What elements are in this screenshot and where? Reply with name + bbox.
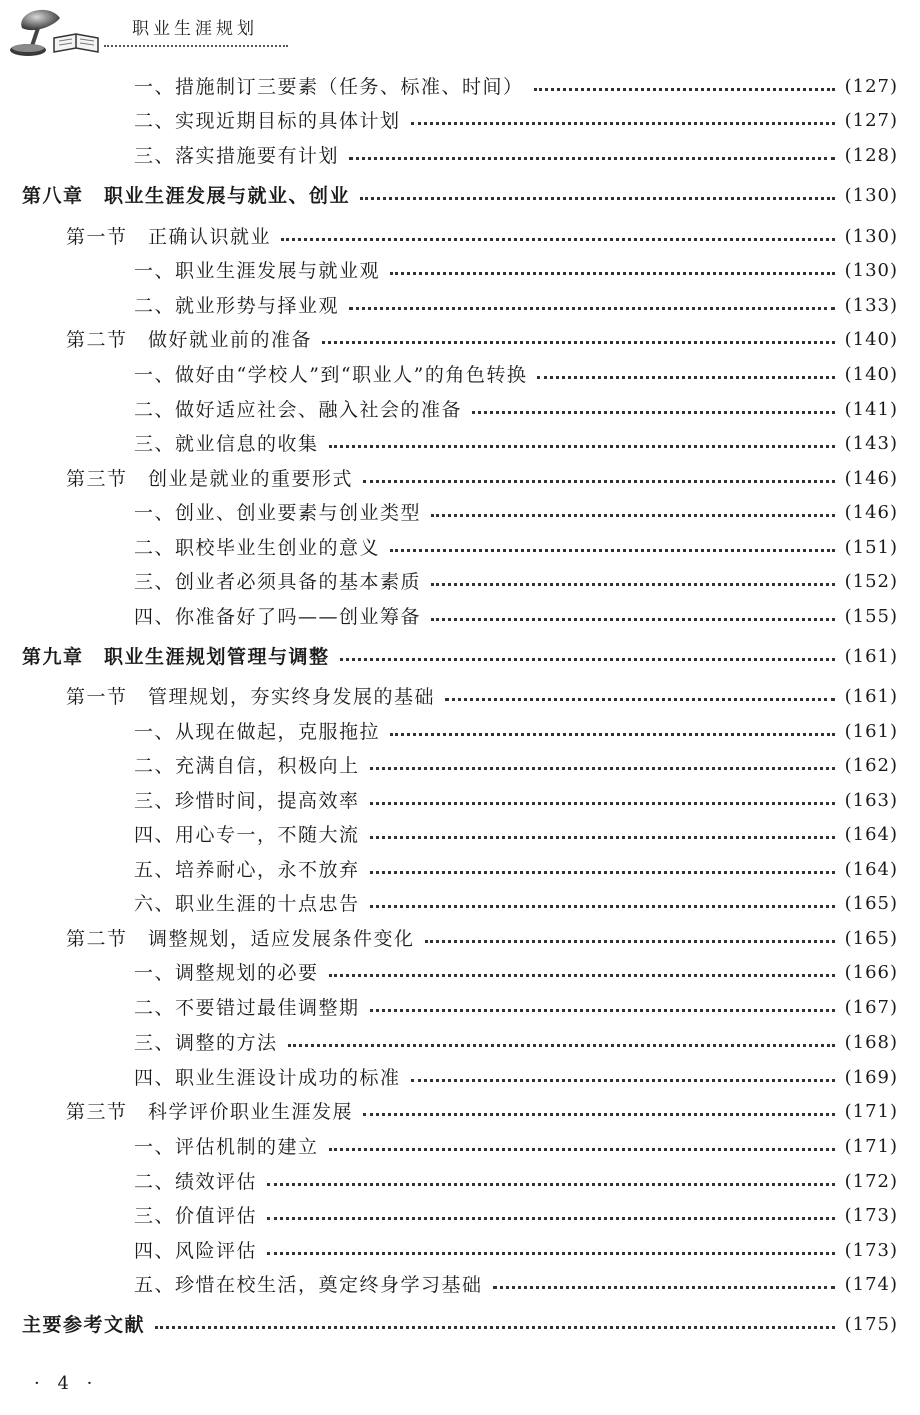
toc-entry-title: 六、职业生涯的十点忠告: [134, 893, 360, 915]
toc-entry-title: 四、用心专一，不随大流: [134, 824, 360, 846]
toc-entry-title: 一、从现在做起，克服拖拉: [134, 721, 381, 743]
toc-entry-section[interactable]: [66, 223, 898, 251]
toc-entry-item[interactable]: [134, 257, 898, 285]
toc-entry-page: (175): [844, 1314, 898, 1335]
toc-entry-item[interactable]: [134, 994, 898, 1022]
toc-entry-item[interactable]: [134, 1271, 898, 1299]
toc-entry-title: 二、充满自信，积极向上: [134, 755, 360, 777]
dot-leader: [329, 974, 835, 977]
toc-entry-item[interactable]: [134, 752, 898, 780]
dot-leader: [534, 88, 835, 91]
toc-entry-item[interactable]: [134, 1133, 898, 1161]
toc-entry-page: (171): [844, 1101, 898, 1122]
toc-entry-chapter[interactable]: [22, 643, 898, 671]
toc-entry-item[interactable]: [134, 430, 898, 458]
toc-entry-page: (165): [844, 893, 898, 914]
dot-leader: [322, 341, 835, 344]
toc-entry-title: 二、实现近期目标的具体计划: [134, 110, 401, 132]
dot-leader: [329, 445, 835, 448]
toc-entry-section[interactable]: [66, 326, 898, 354]
header-dotted-rule: [104, 45, 288, 47]
toc-entry-section[interactable]: [66, 925, 898, 953]
dot-leader: [349, 157, 835, 160]
dot-leader: [281, 238, 835, 241]
dot-leader: [155, 1326, 835, 1329]
toc-entry-title: 一、调整规划的必要: [134, 962, 319, 984]
toc-entry-page: (165): [844, 928, 898, 949]
toc-entry-item[interactable]: [134, 718, 898, 746]
desk-lamp-book-icon: [8, 4, 104, 58]
toc-entry-section[interactable]: [66, 683, 898, 711]
dot-leader: [370, 871, 835, 874]
toc-entry-title: 三、落实措施要有计划: [134, 145, 340, 167]
toc-entry-item[interactable]: [134, 1029, 898, 1057]
dot-leader: [431, 583, 835, 586]
dot-leader: [267, 1183, 835, 1186]
toc-entry-section[interactable]: [66, 465, 898, 493]
dot-leader: [267, 1252, 835, 1255]
toc-entry-page: (174): [844, 1274, 898, 1295]
toc-entry-title: 四、风险评估: [134, 1240, 258, 1262]
toc-entry-title: 二、就业形势与择业观: [134, 295, 340, 317]
toc-entry-title: 第一节 管理规划，夯实终身发展的基础: [66, 686, 436, 708]
toc-entry-section[interactable]: [66, 1098, 898, 1126]
toc-entry-title: 二、职校毕业生创业的意义: [134, 537, 381, 559]
toc-entry-item[interactable]: [134, 1168, 898, 1196]
dot-leader: [329, 1148, 835, 1151]
toc-entry-title: 第二节 调整规划，适应发展条件变化: [66, 928, 415, 950]
toc-entry-item[interactable]: [134, 361, 898, 389]
toc-entry-item[interactable]: [134, 499, 898, 527]
toc-entry-item[interactable]: [134, 821, 898, 849]
toc-entry-title: 二、做好适应社会、融入社会的准备: [134, 399, 463, 421]
toc-entry-item[interactable]: [134, 73, 898, 101]
dot-leader: [390, 272, 835, 275]
toc-entry-page: (140): [844, 364, 898, 385]
toc-entry-page: (127): [844, 110, 898, 131]
dot-leader: [370, 767, 835, 770]
toc-entry-page: (155): [844, 606, 898, 627]
toc-entry-chapter[interactable]: [22, 182, 898, 210]
dot-leader: [363, 480, 835, 483]
toc-entry-title: 一、评估机制的建立: [134, 1136, 319, 1158]
toc-entry-page: (146): [844, 502, 898, 523]
dot-leader: [390, 549, 835, 552]
toc-entry-title: 第九章 职业生涯规划管理与调整: [22, 646, 330, 668]
toc-entry-title: 一、职业生涯发展与就业观: [134, 260, 381, 282]
toc-entry-page: (171): [844, 1136, 898, 1157]
toc-entry-page: (161): [844, 686, 898, 707]
toc-entry-item[interactable]: [134, 959, 898, 987]
dot-leader: [267, 1217, 835, 1220]
toc-entry-item[interactable]: [134, 568, 898, 596]
dot-leader: [445, 698, 835, 701]
dot-leader: [370, 1009, 835, 1012]
toc-entry-title: 第二节 做好就业前的准备: [66, 329, 313, 351]
toc-entry-title: 第三节 创业是就业的重要形式: [66, 468, 354, 490]
toc-entry-page: (173): [844, 1205, 898, 1226]
toc-entry-page: (146): [844, 468, 898, 489]
dot-leader: [493, 1286, 835, 1289]
toc-entry-title: 三、珍惜时间，提高效率: [134, 790, 360, 812]
toc-entry-page: (161): [844, 721, 898, 742]
toc-entry-title: 四、职业生涯设计成功的标准: [134, 1067, 401, 1089]
toc-entry-page: (163): [844, 790, 898, 811]
toc-entry-title: 四、你准备好了吗——创业筹备: [134, 606, 422, 628]
dot-leader: [425, 940, 835, 943]
toc-entry-title: 主要参考文献: [22, 1314, 146, 1336]
toc-entry-page: (152): [844, 571, 898, 592]
toc-entry-page: (128): [844, 145, 898, 166]
toc-entry-title: 三、调整的方法: [134, 1032, 278, 1054]
toc-entry-page: (172): [844, 1171, 898, 1192]
toc-entry-title: 一、创业、创业要素与创业类型: [134, 502, 422, 524]
toc-entry-item[interactable]: [134, 292, 898, 320]
toc-entry-title: 第三节 科学评价职业生涯发展: [66, 1101, 354, 1123]
toc-entry-item[interactable]: [134, 787, 898, 815]
dot-leader: [411, 1079, 835, 1082]
toc-entry-page: (164): [844, 859, 898, 880]
toc-entry-title: 五、珍惜在校生活，奠定终身学习基础: [134, 1274, 483, 1296]
toc-entry-page: (164): [844, 824, 898, 845]
toc-entry-page: (130): [844, 260, 898, 281]
toc-entry-item[interactable]: [134, 1202, 898, 1230]
toc-entry-title: 二、绩效评估: [134, 1171, 258, 1193]
toc-entry-title: 第八章 职业生涯发展与就业、创业: [22, 185, 351, 207]
toc-entry-page: (169): [844, 1067, 898, 1088]
toc-entry-title: 三、就业信息的收集: [134, 433, 319, 455]
toc-entry-page: (143): [844, 433, 898, 454]
dot-leader: [370, 905, 835, 908]
toc-entry-page: (161): [844, 646, 898, 667]
toc-entry-title: 三、创业者必须具备的基本素质: [134, 571, 422, 593]
dot-leader: [537, 376, 834, 379]
toc-entry-page: (167): [844, 997, 898, 1018]
toc-entry-page: (130): [844, 185, 898, 206]
toc-entry-item[interactable]: [134, 856, 898, 884]
dot-leader: [431, 514, 835, 517]
toc-entry-title: 第一节 正确认识就业: [66, 226, 272, 248]
dot-leader: [340, 658, 835, 661]
toc-entry-page: (141): [844, 399, 898, 420]
toc-entry-item[interactable]: [134, 107, 898, 135]
toc-entry-page: (162): [844, 755, 898, 776]
toc-entry-item[interactable]: [134, 603, 898, 631]
toc-entry-title: 五、培养耐心，永不放弃: [134, 859, 360, 881]
dot-leader: [363, 1113, 835, 1116]
running-header: [0, 0, 920, 62]
toc-entry-page: (168): [844, 1032, 898, 1053]
toc-entry-page: (173): [844, 1240, 898, 1261]
toc-entry-title: 一、做好由“学校人”到“职业人”的角色转换: [134, 364, 528, 386]
running-title: 职业生涯规划: [132, 19, 258, 39]
dot-leader: [370, 802, 835, 805]
toc-entry-title: 二、不要错过最佳调整期: [134, 997, 360, 1019]
toc-entry-item[interactable]: [134, 396, 898, 424]
dot-leader: [360, 197, 835, 200]
page-number: · 4 ·: [34, 1373, 99, 1394]
dot-leader: [431, 618, 835, 621]
toc-entry-page: (133): [844, 295, 898, 316]
toc-entry-item[interactable]: [134, 890, 898, 918]
toc-entry-page: (166): [844, 962, 898, 983]
toc-entry-title: 一、措施制订三要素（任务、标准、时间）: [134, 76, 524, 98]
toc-entry-item[interactable]: [134, 1237, 898, 1265]
toc-entry-page: (140): [844, 329, 898, 350]
toc-entry-page: (127): [844, 76, 898, 97]
toc-entry-page: (151): [844, 537, 898, 558]
dot-leader: [411, 122, 835, 125]
dot-leader: [472, 411, 835, 414]
toc-entry-item[interactable]: [134, 142, 898, 170]
toc-entry-page: (130): [844, 226, 898, 247]
toc-entry-item[interactable]: [134, 1064, 898, 1092]
dot-leader: [349, 307, 835, 310]
dot-leader: [390, 733, 835, 736]
dot-leader: [288, 1044, 835, 1047]
dot-leader: [370, 836, 835, 839]
toc-entry-title: 三、价值评估: [134, 1205, 258, 1227]
toc-entry-chapter[interactable]: [22, 1311, 898, 1339]
toc-entry-item[interactable]: [134, 534, 898, 562]
